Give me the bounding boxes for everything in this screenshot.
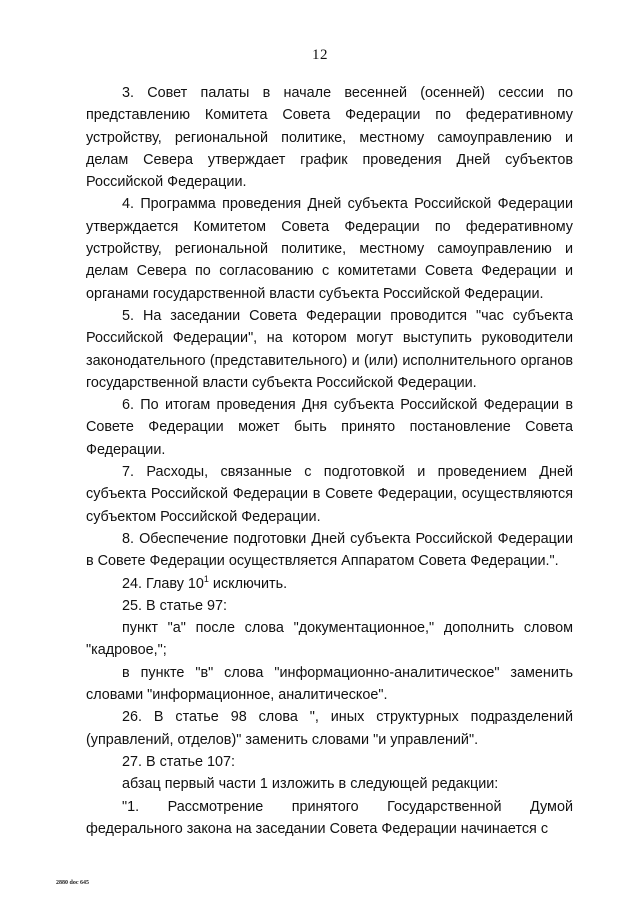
paragraph-5: 5. На заседании Совета Федерации проводится "час субъекта Российской Федерации", на котором могут выступить руководители законодательного (представительного) и (или) исполнительного органов государственной власти субъекта Российской Федерации. [86,307,573,391]
paragraph-4: 4. Программа проведения Дней субъекта Российской Федерации утверждается Комитетом Совета Федерации по федеративному устройству, региональной политике, местному самоуправлению и делам Севера по согласованию с комитетами Совета Федерации и органами государственной власти субъекта Российской Федерации. [86,196,573,302]
paragraph-6: 6. По итогам проведения Дня субъекта Российской Федерации в Совете Федерации может быть принято постановление Совета Федерации. [86,397,573,458]
paragraph-24 [86,573,573,595]
paragraph-3: 3. Совет палаты в начале весенней (осенней) сессии по представлению Комитета Совета Федерации по федеративному устройству, региональной политике, местному самоуправлению и делам Севера утверждает график проведения Дней субъектов Российской Федерации. [86,85,573,191]
document-body [86,82,573,840]
footer-code: 2880 doc 645 [56,880,89,886]
paragraph-27-quote: "1. Рассмотрение принятого Государственной Думой федерального закона на заседании Совета Федерации начинается с [86,798,573,837]
paragraph-24-text: 24. Главу 10 [122,575,204,592]
paragraph-7: 7. Расходы, связанные с подготовкой и проведением Дней субъекта Российской Федерации в Совете Федерации, осуществляются субъектом Российской Федерации. [86,464,573,525]
paragraph-25-v: в пункте "в" слова "информационно-аналитическое" заменить словами "информационное, аналитическое". [86,664,573,704]
paragraph-8: 8. Обеспечение подготовки Дней субъекта Российской Федерации в Совете Федерации осуществляется Аппаратом Совета Федерации.". [86,530,573,570]
paragraph-24-tail: исключить. [208,575,288,592]
paragraph-27: 27. В статье 107: [122,753,236,770]
paragraph-26: 26. В статье 98 слова ", иных структурных подразделений (управлений, отделов)" заменить словами "и управлений". [86,709,573,748]
superscript: 1 [203,573,209,584]
paragraph-27-intro: абзац первый части 1 изложить в следующей редакции: [122,776,499,793]
page-number: 12 [312,47,328,63]
paragraph-25: 25. В статье 97: [122,597,228,614]
paragraph-25-a: пункт "а" после слова "документационное," дополнить словом "кадровое,"; [86,620,573,659]
